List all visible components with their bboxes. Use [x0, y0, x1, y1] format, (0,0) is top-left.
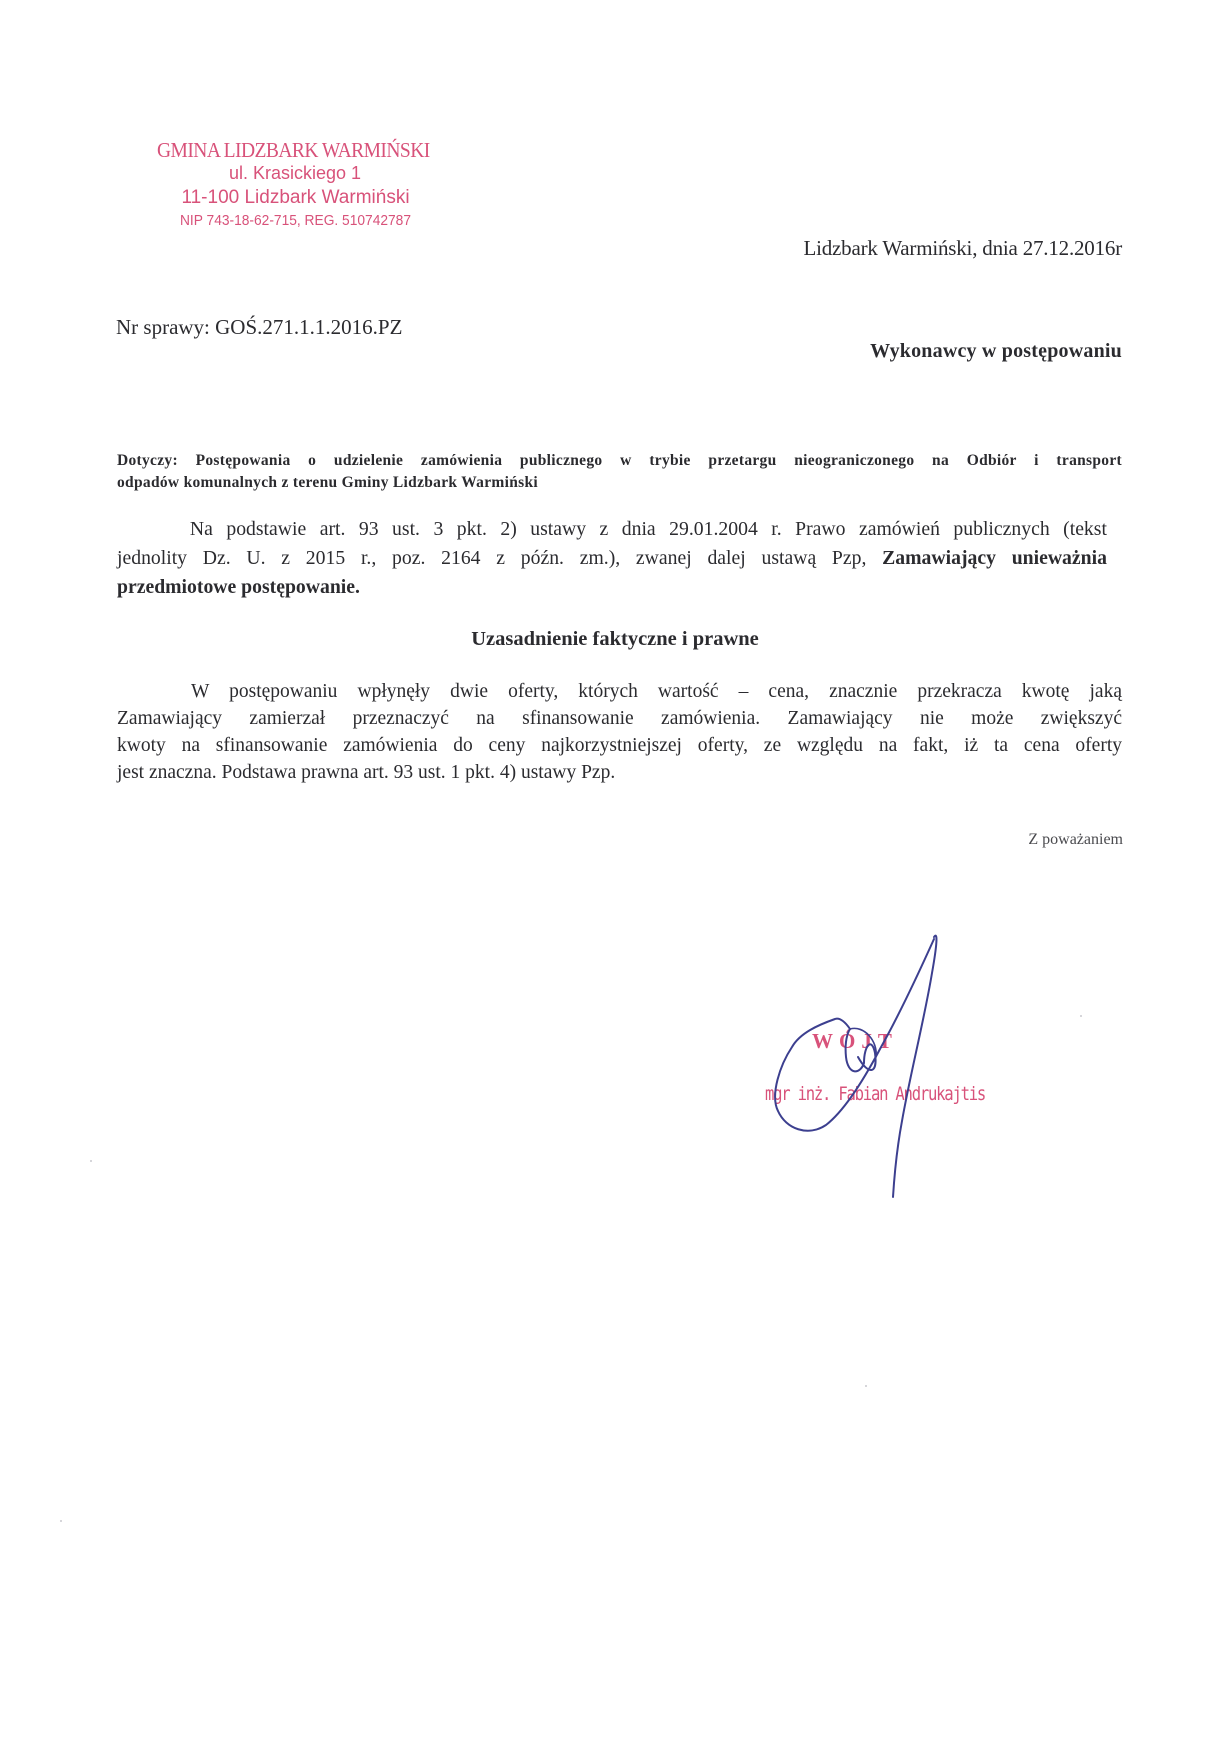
- case-number: Nr sprawy: GOŚ.271.1.1.2016.PZ: [116, 315, 403, 339]
- justification-line-2: Zamawiający zamierzał przeznaczyć na sfinansowanie zamówienia. Zamawiający nie może zwiększyć: [117, 708, 1122, 729]
- subject-line-1: Dotyczy: Postępowania o udzielenie zamówienia publicznego w trybie przetargu nieograniczonego na Odbiór i transport: [117, 452, 1122, 469]
- scan-speck: [60, 1520, 62, 1522]
- decision-line-2-bold: Zamawiający unieważnia: [882, 547, 1107, 569]
- justification-paragraph: [117, 678, 1122, 786]
- addressee: Wykonawcy w postępowaniu: [870, 340, 1122, 362]
- signature-loop-stroke: [775, 939, 934, 1131]
- handwritten-signature: [740, 925, 1020, 1215]
- justification-heading: Uzasadnienie faktyczne i prawne: [471, 628, 759, 650]
- signature-loop-inner-stroke: [850, 1028, 876, 1057]
- decision-line-3-bold: przedmiotowe postępowanie.: [117, 576, 360, 598]
- closing-salutation: Z poważaniem: [1028, 831, 1123, 848]
- justification-line-1: W postępowaniu wpłynęły dwie oferty, których wartość – cena, znacznie przekracza kwotę jaką: [191, 681, 1122, 702]
- decision-line-2-regular: jednolity Dz. U. z 2015 r., poz. 2164 z późn. zm.), zwanej dalej ustawą Pzp,: [117, 547, 883, 569]
- place-and-date: Lidzbark Warmiński, dnia 27.12.2016r: [803, 236, 1122, 260]
- decision-paragraph: [117, 515, 1107, 602]
- justification-line-4: jest znaczna. Podstawa prawna art. 93 ust. 1 pkt. 4) ustawy Pzp.: [117, 762, 616, 783]
- stamp-registry-numbers: NIP 743-18-62-715, REG. 510742787: [179, 213, 412, 229]
- scan-speck: [1080, 1015, 1082, 1017]
- decision-line-2: [117, 544, 1107, 573]
- decision-line-1: Na podstawie art. 93 ust. 3 pkt. 2) ustawy z dnia 29.01.2004 r. Prawo zamówień publicznych (tekst: [189, 518, 1107, 540]
- subject-line: [117, 450, 1122, 494]
- stamp-street-address: ul. Krasickiego 1: [228, 163, 362, 183]
- decision-line-3: [117, 573, 1107, 602]
- signature-block: [740, 925, 1020, 1215]
- justification-line-3: kwoty na sfinansowanie zamówienia do ceny najkorzystniejszej oferty, ze względu na fakt, iż ta cena oferty: [117, 735, 1122, 756]
- signature-name-stamp: mgr inż. Fabian Andrukajtis: [765, 1083, 986, 1105]
- scan-speck: [90, 1160, 92, 1162]
- stamp-municipality-name: GMINA LIDZBARK WARMIŃSKI: [157, 138, 430, 162]
- signature-title-stamp: WÓJT: [812, 1029, 898, 1053]
- stamp-postal-city: 11-100 Lidzbark Warmiński: [181, 187, 410, 208]
- scan-speck: [865, 1385, 867, 1387]
- subject-line-2: odpadów komunalnych z terenu Gminy Lidzbark Warmiński: [117, 474, 538, 491]
- signature-stem-stroke: [893, 936, 936, 1197]
